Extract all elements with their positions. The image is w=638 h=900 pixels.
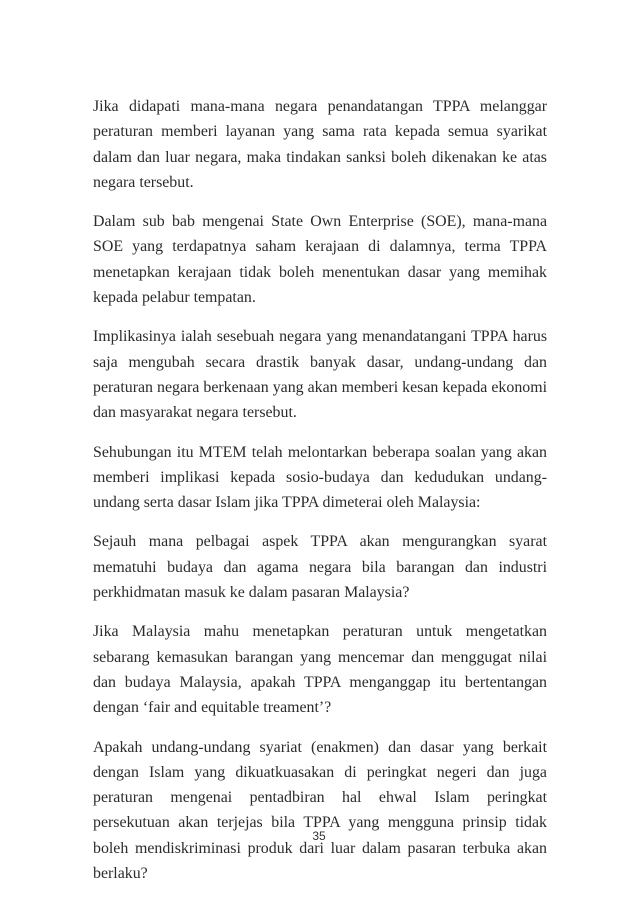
paragraph-1: Jika didapati mana-mana negara penandatangan TPPA melanggar peraturan memberi layanan yang sama rata kepada semua syarikat dalam dan luar negara, maka tindakan sanksi boleh dikenakan ke atas negara tersebut. — [93, 98, 547, 191]
body-text — [93, 94, 547, 900]
paragraph-6: Jika Malaysia mahu menetapkan peraturan untuk mengetatkan sebarang kemasukan barangan yang mencemar dan menggugat nilai dan budaya Malaysia, apakah TPPA menganggap itu bertentangan dengan ‘fair and equitable treament’? — [93, 623, 547, 717]
paragraph-7: Apakah undang-undang syariat (enakmen) dan dasar yang berkait dengan Islam yang dikuatkuasakan di peringkat negeri dan juga peraturan mengenai pentadbiran hal ehwal Islam peringkat persekutuan akan terjejas bila TPPA yang mengguna prinsip tidak boleh mendiskriminasi produk dari luar dalam pasaran terbuka akan berlaku? — [93, 738, 547, 883]
page-number: 35 — [312, 829, 326, 843]
paragraph-5: Sejauh mana pelbagai aspek TPPA akan mengurangkan syarat mematuhi budaya dan agama negara bila barangan dan industri perkhidmatan masuk ke dalam pasaran Malaysia? — [93, 533, 547, 602]
paragraph-3: Implikasinya ialah sesebuah negara yang menandatangani TPPA harus saja mengubah secara drastik banyak dasar, undang-undang dan peraturan negara berkenaan yang akan memberi kesan kepada ekonomi dan masyarakat negara tersebut. — [93, 328, 547, 422]
paragraph-4: Sehubungan itu MTEM telah melontarkan beberapa soalan yang akan memberi implikasi kepada sosio-budaya dan kedudukan undang-undang serta dasar Islam jika TPPA dimeterai oleh Malaysia: — [93, 443, 547, 512]
paragraph-2: Dalam sub bab mengenai State Own Enterprise (SOE), mana-mana SOE yang terdapatnya saham kerajaan di dalamnya, terma TPPA menetapkan kerajaan tidak boleh menentukan dasar yang memihak kepada pelabur tempatan. — [93, 213, 547, 307]
